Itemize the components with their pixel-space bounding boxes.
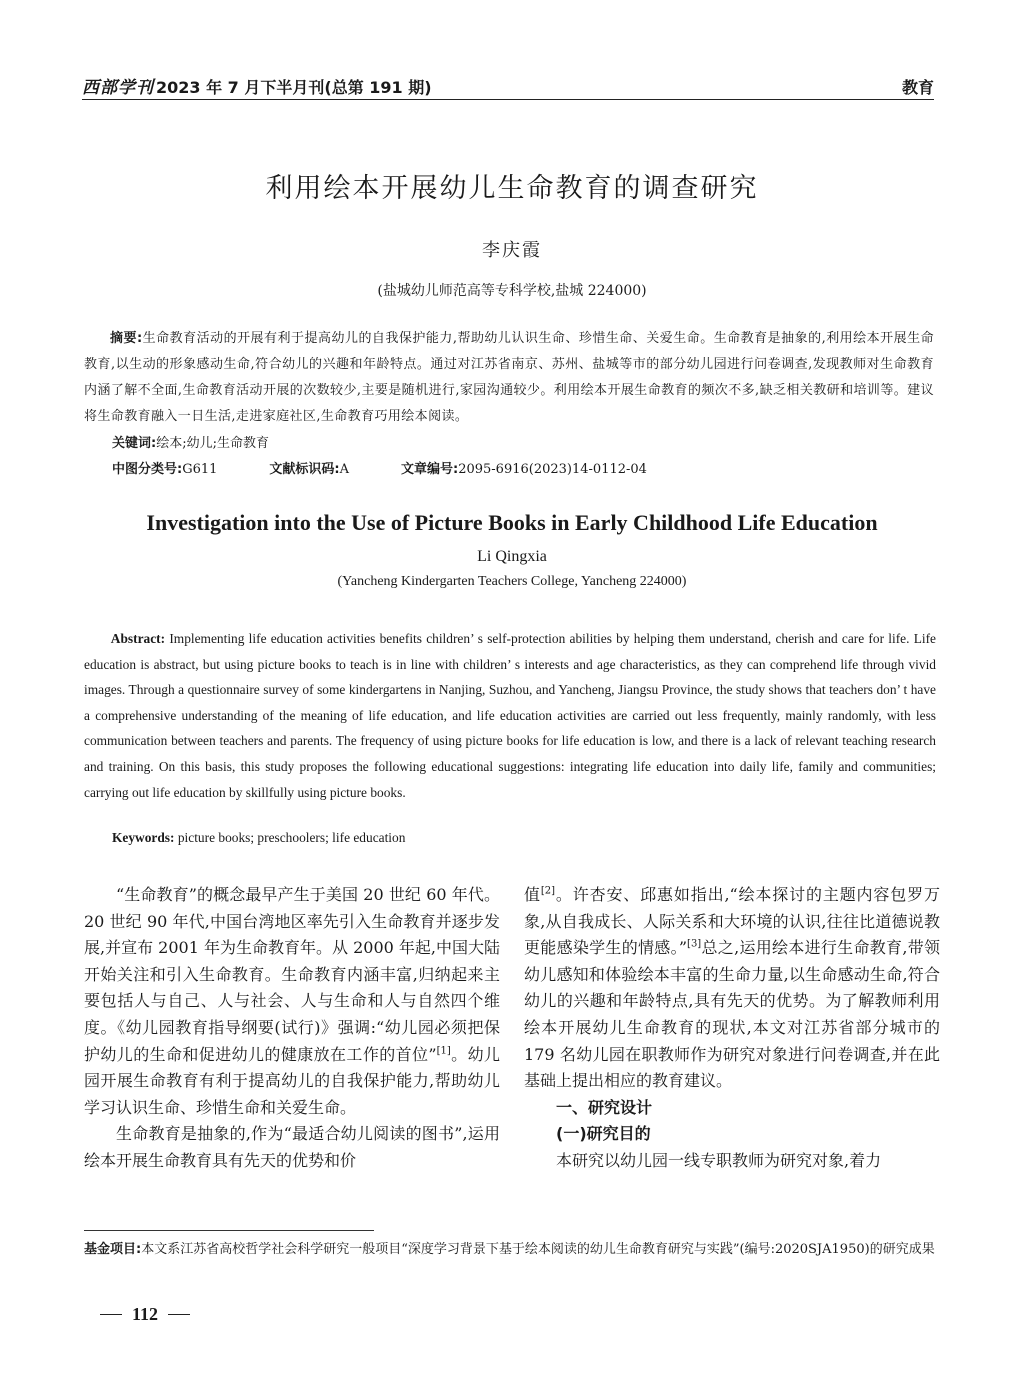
keywords-zh-label: 关键词: (112, 436, 157, 451)
body-text: “生命教育”的概念最早产生于美国 20 世纪 60 年代。20 世纪 90 年代,中国台湾地区率先引入生命教育并逐步发展,并宣布 2001 年为生命教育年。从 2000 年起,中国大陆开始关注和引入生命教育。生命教育内涵丰富,归纳起来主要包括人与自己、人与社会、人与生命和人与自然四个维度。《幼儿园教育指导纲要(试行)》强调:“幼儿园必须把保护幼儿的生命和促进幼儿的健康放在工作的首位” (84, 885, 500, 1064)
doc-code-label: 文献标识码: (269, 462, 340, 477)
body-text: 。幼儿园开展生命教育有利于提高幼儿的自我保护能力,帮助幼儿学习认识生命、珍惜生命和关爱生命。 (84, 1044, 500, 1117)
funding-footnote (84, 1238, 936, 1262)
footnote-label: 基金项目: (84, 1242, 142, 1257)
body-text: 总之,运用绘本进行生命教育,带领幼儿感知和体验绘本丰富的生命力量,以生命感动生命,符合幼儿的兴趣和年龄特点,具有先天的优势。为了解教师利用绘本开展幼儿生命教育的现状,本文对江苏省部分城市的 179 名幼儿园在职教师作为研究对象进行问卷调查,并在此基础上提出相应的教育建议。 (524, 938, 940, 1091)
article-title-zh: 利用绘本开展幼儿生命教育的调查研究 (265, 173, 759, 204)
body-paragraph (524, 882, 940, 1095)
body-text: 。许杏安、邱惠如指出,“绘本探讨的主题内容包罗万象,从自我成长、人际关系和大环境的认识,往往比道德说教更能感染学生的情感。” (524, 885, 940, 958)
classification-row (112, 458, 699, 477)
clc-value: G611 (182, 462, 218, 477)
abstract-zh-label: 摘要: (110, 331, 143, 346)
abstract-en (84, 626, 936, 805)
dash-right (168, 1314, 190, 1315)
body-column-right (524, 882, 940, 1175)
body-paragraph: 生命教育是抽象的,作为“最适合幼儿阅读的图书”,运用绘本开展生命教育具有先天的优势和价 (84, 1124, 500, 1170)
footnote-rule (84, 1230, 374, 1231)
running-head (82, 70, 934, 98)
citation-ref: [2] (540, 885, 556, 897)
footnote-text: 本文系江苏省高校哲学社会科学研究一般项目“深度学习背景下基于绘本阅读的幼儿生命教育研究与实践”(编号:2020SJA1950)的研究成果 (141, 1242, 935, 1257)
running-head-left (82, 73, 432, 98)
body-column-left (84, 882, 500, 1175)
citation-ref: [3] (687, 938, 702, 950)
affiliation-en: (Yancheng Kindergarten Teachers College, Yancheng 224000) (337, 574, 687, 589)
abstract-en-text: Implementing life education activities benefits children’ s self-protection abilities by helping them understand, cherish and care for life. Life education is abstract, but using picture books to teach is in line with children’ s interests and age characteristics, as they can comprehend life through vivid images. Through a questionnaire survey of some kindergartens in Nanjing, Suzhou, and Yancheng, Jiangsu Province, the study shows that teachers don’ t have a comprehensive understanding of the meaning of life education, and life education activities are carried out less frequently, mainly randomly, with less communication between teachers and parents. The frequency of using picture books for life education is low, and there is a lack of relevant teaching research and training. On this basis, this study proposes the following educational suggestions: integrating life education into daily life, family and communities; carrying out life education by skillfully using picture books. (84, 631, 936, 800)
article-no-value: 2095-6916(2023)14-0112-04 (458, 462, 647, 477)
clc-number (112, 458, 217, 477)
keywords-en-text: picture books; preschoolers; life education (177, 830, 406, 845)
header-rule (82, 99, 934, 100)
keywords-en-label: Keywords: (112, 830, 175, 845)
body-paragraph: 本研究以幼儿园一线专职教师为研究对象,着力 (556, 1150, 882, 1170)
journal-logo: 西部学刊 (82, 78, 154, 98)
page-number-value: 112 (132, 1304, 159, 1324)
article-no-label: 文章编号: (401, 462, 459, 477)
author-name-en: Li Qingxia (477, 548, 547, 565)
article-title-en: Investigation into the Use of Picture Books in Early Childhood Life Education (146, 510, 878, 535)
doc-code-value: A (339, 462, 349, 477)
document-code (269, 458, 349, 477)
body-text: 值 (524, 885, 541, 904)
clc-label: 中图分类号: (112, 462, 183, 477)
author-name-zh: 李庆霞 (482, 240, 542, 261)
issue-info: 2023 年 7 月下半月刊(总第 191 期) (156, 78, 432, 97)
abstract-zh (84, 326, 934, 430)
abstract-zh-text: 生命教育活动的开展有利于提高幼儿的自我保护能力,帮助幼儿认识生命、珍惜生命、关爱生命。生命教育是抽象的,利用绘本开展生命教育,以生动的形象感动生命,符合幼儿的兴趣和年龄特点。通过对江苏省南京、苏州、盐城等市的部分幼儿园进行问卷调查,发现教师对生命教育内涵了解不全面,生命教育活动开展的次数较少,主要是随机进行,家园沟通较少。利用绘本开展生命教育的频次不多,缺乏相关教研和培训等。建议将生命教育融入一日生活,走进家庭社区,生命教育巧用绘本阅读。 (84, 331, 934, 424)
keywords-zh-text: 绘本;幼儿;生命教育 (156, 436, 269, 451)
section-label: 教育 (901, 78, 934, 97)
keywords-en (112, 830, 405, 846)
abstract-en-label: Abstract: (110, 631, 166, 646)
article-number (401, 458, 647, 477)
citation-ref: [1] (436, 1045, 451, 1057)
dash-left (100, 1314, 122, 1315)
subsection-heading: (一)研究目的 (556, 1124, 651, 1144)
section-heading: 一、研究设计 (556, 1097, 653, 1117)
page-number (90, 1304, 200, 1325)
body-paragraph (84, 882, 500, 1121)
keywords-zh (112, 432, 269, 451)
affiliation-zh: (盐城幼儿师范高等专科学校,盐城 224000) (377, 283, 647, 299)
